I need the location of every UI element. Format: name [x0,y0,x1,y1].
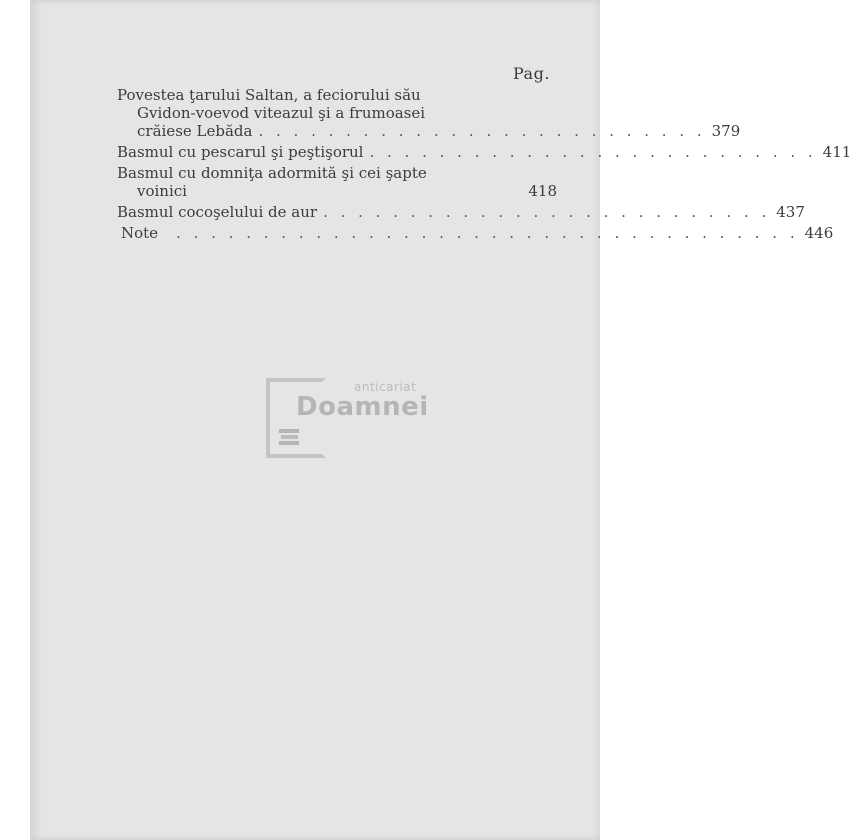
watermark-brand-text: Doamnei [296,392,429,422]
dot-leader: . . . . . . . . . . . . . . . . . . . . . . . . . . [369,143,817,161]
toc-page-number: 418 [528,182,557,200]
books-icon [278,428,300,446]
toc-entry-title-line: crăiese Lebăda [137,122,253,140]
toc-entry [117,203,805,221]
toc-entry-title-line: Povestea ţarului Saltan, a feciorului său [117,86,421,104]
dot-leader: . . . . . . . . . . . . . . . . . . . . . . . . . . [323,203,771,221]
toc-entry-title-line: Basmul cu pescarul şi peştişorul [117,143,364,161]
page-column-header: Pag. [513,64,550,83]
toc-page-number: 379 [711,122,741,140]
watermark-logo [266,378,466,460]
toc-entry-title-line: Basmul cu domniţa adormită şi cei şapte [117,164,427,182]
watermark-small-text: anticariat [354,380,417,394]
table-of-contents [117,86,851,245]
toc-entry-title-line: Note [121,224,159,242]
toc-entry-title-line: voinici [137,182,187,200]
book-page [30,0,851,840]
toc-page-number: 411 [822,143,851,161]
toc-page-number: 437 [776,203,805,221]
toc-entry [117,224,834,242]
dot-leader: . . . . . . . . . . . . . . . . . . . . . . . . . . [258,122,706,140]
toc-entry [117,143,851,161]
toc-page-number: 446 [804,224,834,242]
dot-leader: . . . . . . . . . . . . . . . . . . . . . . . . . . . . . . . . . . . . [176,224,799,242]
toc-entry-title-line: Basmul cocoşelului de aur [117,203,318,221]
toc-entry-title-line: Gvidon-voevod viteazul şi a frumoasei [137,104,426,122]
toc-entry [117,86,741,140]
toc-entry [117,164,557,200]
